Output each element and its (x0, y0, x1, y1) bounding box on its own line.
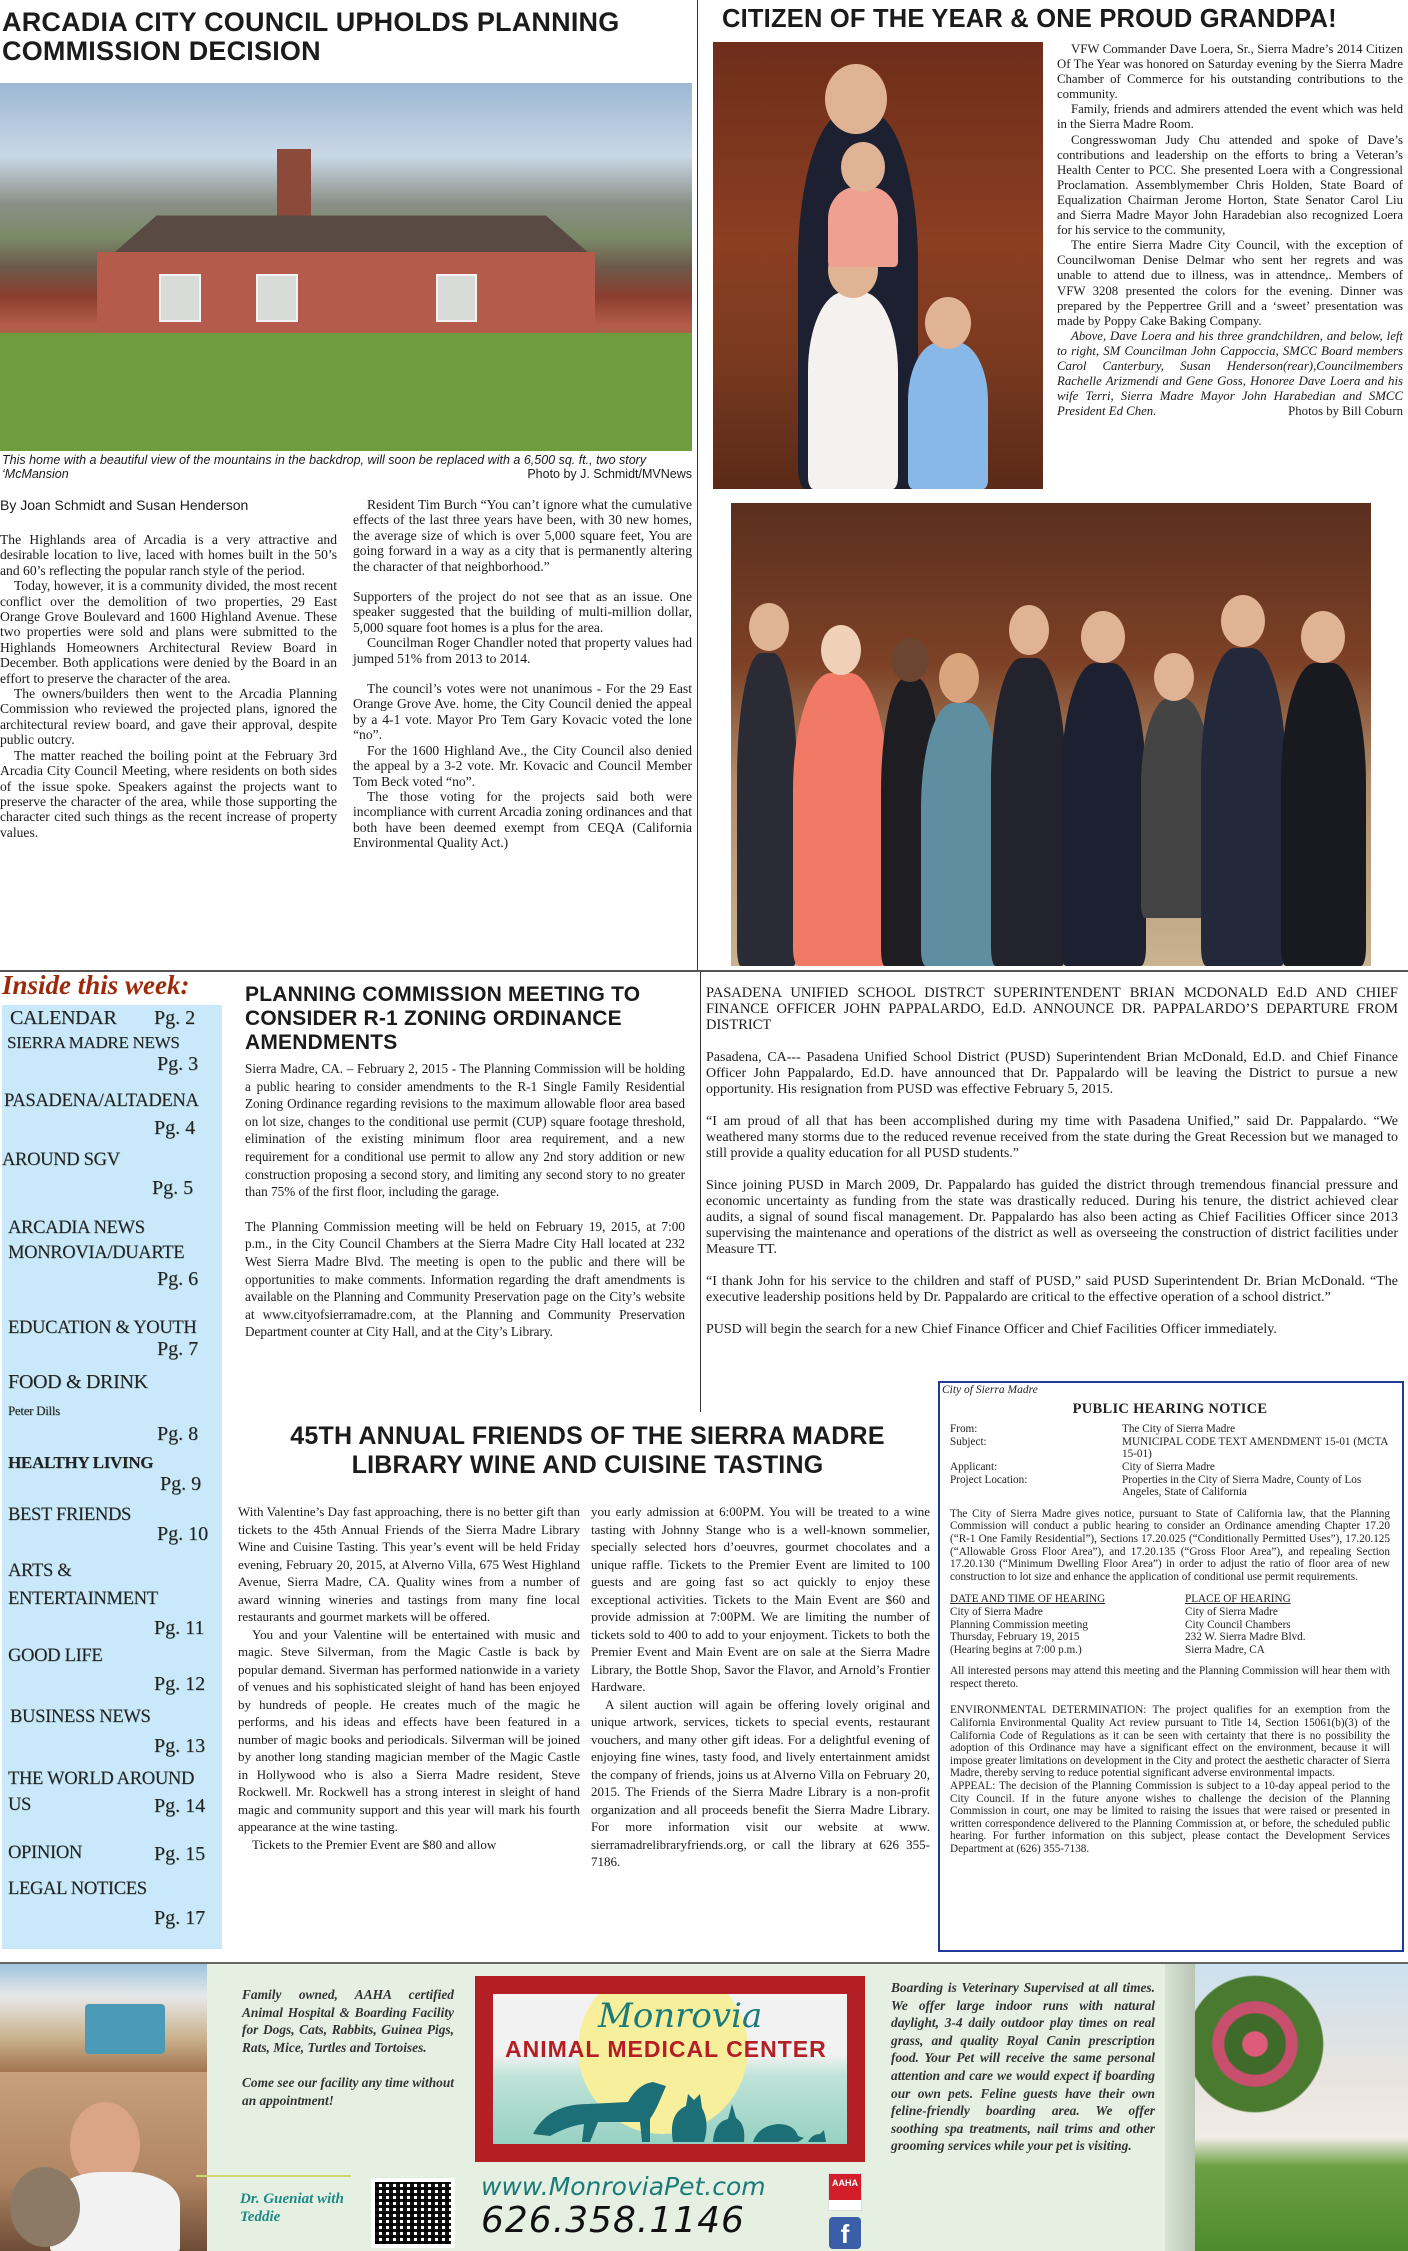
qr-code-icon[interactable] (371, 2178, 455, 2248)
inside-toc-box: CALENDAR Pg. 2 SIERRA MADRE NEWS Pg. 3 PASADENA/ALTADENA Pg. 4 AROUND SGV Pg. 5 ARCADIA NEWS MONROVIA/DUARTE Pg. 6 EDUCATION & YOUTH Pg. 7 FOOD & DRINK Peter Dills Pg. 8 HEALTHY LIVING Pg. 9 BEST FRIENDS Pg. 10 ARTS & ENTERTAINMENT Pg. 11 GOOD LIFE Pg. 12 BUSINESS NEWS Pg. 13 THE WORLD AROUND US Pg. 14 OPINION Pg. 15 LEGAL NOTICES Pg. 17 (2, 1005, 222, 1949)
column-divider (697, 0, 698, 970)
clinic-building-photo (0, 1964, 207, 2072)
person-head (1221, 595, 1265, 647)
notice-hearing-details (950, 1593, 1390, 1656)
aaha-badge-icon: AAHA (829, 2174, 861, 2210)
baby-figure (828, 187, 898, 267)
ad-logo (475, 1976, 865, 2162)
pets-silhouette-icon (528, 2064, 828, 2144)
flowering-tree (1195, 1964, 1345, 2164)
group-photo (731, 503, 1371, 966)
ad-right-text: Boarding is Veterinary Supervised at all times. We offer large indoor runs with natural daylight, 3-4 daily outdoor play times on real grass, and quality Royal Canin prescription food. Your Pet will receive the same personal attention and care we would expect if boarding our own pets. Feline guests have their own feline-friendly boarding area. We offer soothing spa treatments, nail trims and other grooming services while your pet is visiting. (891, 1980, 1155, 2154)
house-window (159, 274, 201, 322)
library-column-1: With Valentine’s Day fast approaching, there is no better gift than tickets to the 45th Annual Friends of the Sierra Madre Library Wine and Cuisine Tasting. This year’s event will be held Friday evening, February 20, 2015, at Alverno Villa, 675 West Highland Avenue, Sierra Madre, CA. Quality wines from a number of award winning wineries and tastings from many fine local restaurants and gourmet markets will be offered. You and your Valentine will be entertained with music and magic. Steve Silverman, from the Magic Castle is back by popular demand. Siverman has performed nationwide in a variety of venues and his sophisticated sleight of hand has been enjoyed by hundreds of people. He creates much of the magic he performs, and his ideas and effects have been featured in a number of magic books and periodicals. Silverman will be joined by another long standing magician member of the Magic Castle in Hollywood who is also a Sierra Madre resident, Steve Rockwell. Mr. Rockwell has a strong interest in sleight of hand magic and community support and this year will mark his fourth appearance at the wine tasting. Tickets to the Premier Event are $80 and allow (238, 1504, 580, 1852)
house-window (256, 274, 298, 322)
facebook-icon[interactable]: f (829, 2217, 861, 2249)
girl-head (925, 297, 971, 349)
column-divider (700, 972, 701, 1412)
person-head (891, 638, 929, 682)
logo-name: ANIMAL MEDICAL CENTER (505, 2036, 827, 2062)
ad-divider-line (196, 2175, 351, 2177)
public-hearing-notice (938, 1381, 1404, 1952)
citizen-headline: CITIZEN OF THE YEAR & ONE PROUD GRANDPA! (722, 5, 1337, 33)
person-figure (1201, 648, 1286, 966)
person-figure (1281, 663, 1366, 966)
person-figure (737, 653, 797, 966)
person-figure (793, 673, 888, 966)
notice-field: Project Location: Properties in the City of Sierra Madre, County of Los Angeles, State of California (950, 1473, 1362, 1499)
person-head (821, 625, 861, 675)
person-head (939, 653, 979, 703)
house-photo (0, 83, 692, 451)
pusd-article: Pasadena, CA--- Pasadena Unified School District (PUSD) Superintendent Brian McDonald, Ed.D. and Chief Finance Officer John Pappalardo, Ed.D. have announced that Dr. Pappalardo will be leaving the District to pursue a new opportunity. His resignation from PUSD was effective February 5, 2015. “I am proud of all that has been accomplished during my time with Pasadena Unified,” said Dr. Pappalardo. “We weathered many storms due to the reduced revenue received from the state during the Great Recession but we managed to still provide a quality education for all PUSD students.” Since joining PUSD in March 2009, Dr. Pappalardo has guided the district through tremendous financial pressure and economic uncertainty as funding from the state was drastically reduced. During his tenure, the district achieved clear audits, a signal of sound fiscal management. Dr. Pappalardo has also been acting as Chief Facilities Officer since 2013 supervising the maintenance and operations of the district as well as overseeing the construction of district facilities under Measure TT. “I thank John for his service to the children and staff of PUSD,” said PUSD Superintendent Dr. Brian McDonald. “The executive leadership positions held by Dr. Pappalardo are critical to the effective operation of a school district.” PUSD will begin the search for a new Chief Finance Officer and Chief Facilities Officer immediately. (706, 1050, 1398, 1337)
logo-script: Monrovia (598, 1996, 763, 2036)
baby-head (841, 142, 885, 192)
citizen-photo-credit: Photos by Bill Coburn (1288, 404, 1403, 419)
arcadia-headline: ARCADIA CITY COUNCIL UPHOLDS PLANNING COMMISSION DECISION (2, 7, 620, 67)
notice-environmental: ENVIRONMENTAL DETERMINATION: The project qualifies for an exemption from the California Environmental Quality Act review pursuant to Title 14, Section 15061(b)(3) of the California Code of Regulations as it can be seen with certainty that there is no possibility the adoption of this Ordinance may have a significant effect on the environment, because it will impose greater limitations on development in the City and protect the aesthetic character of Sierra Madre, thereby serving to reduce potential significant adverse environmental impacts. (950, 1704, 1390, 1780)
pusd-headline: PASADENA UNIFIED SCHOOL DISTRCT SUPERINTENDENT BRIAN MCDONALD Ed.D AND CHIEF FINANCE OFFICER JOHN PAPPALARDO, Ed.D. ANNOUNCE DR. PAPPALARDO’S DEPARTURE FROM DISTRICT (706, 985, 1398, 1033)
notice-field: Applicant: City of Sierra Madre (950, 1460, 1215, 1473)
notice-city-tag: City of Sierra Madre (942, 1384, 1038, 1396)
lawn (0, 333, 692, 451)
person-head (1301, 611, 1345, 663)
monrovia-animal-ad[interactable] (0, 1962, 1408, 2251)
grandpa-photo (713, 42, 1043, 489)
notice-date-block: DATE AND TIME OF HEARING City of Sierra Madre Planning Commission meeting Thursday, February 19, 2015 (Hearing begins at 7:00 p.m.) (950, 1593, 1106, 1656)
planning-article: Sierra Madre, CA. – February 2, 2015 - The Planning Commission will be holding a public hearing to consider amendments to the R-1 Single Family Residential Zoning Ordinance regarding revisions to the maximum allowable floor area based on lot size, changes to the conditional use permit (CUP) square footage threshold, elimination of the existing minimum floor area requirement, and a new requirement for a conditional use permit to allow any 2nd story addition or new construction proposing a second story, and limiting any second story to no greater than 75% of the first floor, including the garage. The Planning Commission meeting will be held on February 19, 2015, at 7:00 p.m., in the City Council Chambers at the Sierra Madre City Hall located at 232 West Sierra Madre Blvd. The meeting is open to the public and there will be opportunities to make comments. Information regarding the draft amendments is available on the Planning and Community Preservation page on the City’s website at www.cityofsierramadre.com, at the Planning and Community Preservation Department counter at City Hall, and at the City’s Library. (245, 1061, 685, 1340)
house-photo-caption: This home with a beautiful view of the mountains in the backdrop, will soon be replaced with a 6,500 sq. ft., two story ‘McMansion (2, 453, 647, 481)
arcadia-column-1: The Highlands area of Arcadia is a very attractive and desirable location to live, laced with homes built in the 50’s and 60’s reflecting the popular ranch style of the period. Today, however, it is a community divided, the most recent conflict over the demolition of two properties, 29 East Orange Grove Boulevard and 1600 Highland Avenue. These two properties were sold and plans were submitted to the Highlands Homeowners Architectural Review Board in December. Both applications were denied by the Board in an effort to preserve the character of the area. The owners/builders then went to the Arcadia Planning Commission who reviewed the projected plans, ignored the architectural review board, and gave their approval, despite public outcry. The matter reached the boiling point at the February 3rd Arcadia City Council Meeting, where residents on both sides of the issue spoke. Speakers against the projects want to preserve the character of the area, while those supporting the character cited such things as the recent increase of property values. (0, 532, 337, 840)
doctor-photo (0, 2072, 207, 2251)
garden-photo (1195, 1964, 1408, 2251)
house-roof (83, 215, 609, 252)
arcadia-byline: By Joan Schmidt and Susan Henderson (0, 497, 249, 513)
notice-title: PUBLIC HEARING NOTICE (1072, 1400, 1268, 1417)
cat-teddie (10, 2167, 80, 2247)
clinic-sign (85, 2004, 165, 2054)
doctor-caption: Dr. Gueniat with Teddie (240, 2191, 344, 2225)
planning-headline: PLANNING COMMISSION MEETING TO CONSIDER R-1 ZONING ORDINANCE AMENDMENTS (245, 983, 641, 1054)
person-head (1154, 653, 1194, 701)
notice-attend: All interested persons may attend this meeting and the Planning Commission will hear them with respect thereto. (950, 1665, 1390, 1690)
notice-place-block: PLACE OF HEARING City of Sierra Madre City Council Chambers 232 W. Sierra Madre Blvd. Sierra Madre, CA (1185, 1593, 1306, 1656)
person-head (1081, 611, 1125, 663)
person-figure (921, 703, 1001, 966)
house-photo-credit: Photo by J. Schmidt/MVNews (527, 467, 692, 481)
logo-scene (493, 1994, 847, 2144)
person-figure (991, 658, 1066, 966)
inside-title: Inside this week: (2, 970, 190, 1000)
section-divider (0, 970, 1408, 972)
ad-panel-shadow (1165, 1964, 1195, 2251)
library-headline: 45TH ANNUAL FRIENDS OF THE SIERRA MADRE LIBRARY WINE AND CUISINE TASTING (290, 1422, 885, 1479)
ad-url-link[interactable]: www.MonroviaPet.com (481, 2172, 766, 2201)
citizen-article: VFW Commander Dave Loera, Sr., Sierra Madre’s 2014 Citizen Of The Year was honored on Saturday evening by the Sierra Madre Chamber of Commerce for his outstanding contributions to the community. Family, friends and admirers attended the event which was held in the Sierra Madre Room. Congresswoman Judy Chu attended and spoke of Dave’s contributions and leadership on the efforts to bring a Veteran’s Health Center to PCC. She presented Loera with a Congressional Proclamation. Assemblymember Chris Holden, State Board of Equalization Chairman Jerome Horton, State Senator Carol Liu and Sierra Madre Mayor John Haradebian also recognized Loera for his service to the community, The entire Sierra Madre City Council, with the exception of Councilwoman Denise Delmar who sent her regrets and was unable to attend due to illness, was in attendnce,. Members of VFW 3208 presented the colors for the evening. Dinner was prepared by the Peppertree Grill and a ‘sweet’ presentation was made by Poppy Cake Baking Company. Above, Dave Loera and his three grandchildren, and below, left to right, SM Councilman John Cappoccia, SMCC Board members Carol Canterbury, Susan Henderson(rear),Councilmembers Rachelle Arizmendi and Gene Goss, Honoree Dave Loera and his wife Terri, Sierra Madre Mayor John Harabedian and SMCC President Ed Chen. Photos by Bill Coburn (1057, 42, 1403, 419)
library-column-2: you early admission at 6:00PM. You will be treated to a wine tasting with Johnny Stange who is a well-known sommelier, specially selected hors d’oeuvres, gourmet chocolates and a unique raffle. Tickets to the Premier Event are limited to 100 guests and are going fast so act quickly to enjoy these exceptional activities. Tickets to the Main Event are $60 and provide admission at 7:00PM. We are limiting the number of tickets sold to 400 to add to your enjoyment. Tickets to both the Premier Event and Main Event are on sale at the Sierra Madre Library, the Bottle Shop, Savor the Flavor, and Arnold’s Frontier Hardware. A silent auction will again be offering lovely original and unique artwork, services, tickets to special events, restaurant vouchers, and many other gift ideas. For a delightful evening of enjoying fine wines, tasty food, and lively entertainment amidst the company of friends, joins us at Alverno Villa on February 20, 2015. The Friends of the Sierra Madre Library is a non-profit organization and all proceeds benefit the Sierra Madre Library. For more information visit our website at www. sierramadrelibraryfriends.org, or call the library at 626 355-7186. (591, 1504, 930, 1869)
person-head (749, 603, 789, 651)
citizen-photo-caption: Above, Dave Loera and his three grandchildren, and below, left to right, SM Councilman John Cappoccia, SMCC Board members Carol Canterbury, Susan Henderson(rear),Councilmembers Rachelle Arizmendi and Gene Goss, Honoree Dave Loera and his wife Terri, Sierra Madre Mayor John Harabedian and SMCC President Ed Chen. (1057, 328, 1403, 419)
person-figure (1061, 663, 1146, 966)
ad-phone-number[interactable]: 626.358.1146 (481, 2200, 745, 2241)
girl-figure (908, 342, 988, 489)
notice-appeal: APPEAL: The decision of the Planning Commission is subject to a 10-day appeal period to the City Council. If in the future anyone wishes to challenge the decision of the Planning Commission in court, one may be limited to raising the issues that were raised or presented in written correspondence delivered to the Planning Commission at, or before, the scheduled public hearing. For further information on this subject, please contact the Development Services Department at (626) 355-7138. (950, 1780, 1390, 1855)
notice-intro: The City of Sierra Madre gives notice, pursuant to State of California law, that the Planning Commission will conduct a public hearing to consider an Ordinance amending Chapter 17.20 (“R-1 One Family Residential”), Sections 17.20.025 (“Conditionally Permitted Uses”), 17.20.125 (“Allowable Gross Floor Area”), and 17.20.135 (“Gross Floor Area”), and repealing Section 17.20.130 (“Minimum Dwelling Floor Area”) in order to adjust the ratio of floor area of new construction to lot size and enhance the application of conditional use permit requirements. (950, 1507, 1390, 1583)
ad-left-text: Family owned, AAHA certified Animal Hospital & Boarding Facility for Dogs, Cats, Rabbits, Guinea Pigs, Rats, Mice, Turtles and Tortoises. Come see our facility any time without an appointment! (242, 1987, 455, 2108)
child-figure (808, 292, 898, 489)
house-window (436, 274, 478, 322)
grandpa-head (825, 64, 887, 134)
arcadia-column-2: Resident Tim Burch “You can’t ignore what the cumulative effects of the last three years have been, with 30 new homes, the average size of which is over 5,000 square feet, You are going forward in a way as a city that is permanently altering the character of that neighborhood.” Supporters of the project do not see that as an issue. One speaker suggested that the building of multi-million dollar, 5,000 square foot homes is a plus for the area. Councilman Roger Chandler noted that property values had jumped 51% from 2013 to 2014. The council’s votes were not unanimous - For the 29 East Orange Grove Ave. home, the City Council denied the appeal by a 4-1 vote. Mayor Pro Tem Gary Kovacic voted the lone “no”. For the 1600 Highland Ave., the City Council also denied the appeal by a 3-2 vote. Mr. Kovacic and Council Member Tom Beck voted “no”. The those voting for the projects said both were incompliance with current Arcadia zoning ordinances and that both have been deemed exempt from CEQA (California Environmental Quality Act.) (353, 497, 692, 851)
notice-field: Subject: MUNICIPAL CODE TEXT AMENDMENT 15-01 (MCTA 15-01) (950, 1435, 1388, 1461)
notice-field: From: The City of Sierra Madre (950, 1423, 1236, 1436)
person-head (1009, 605, 1049, 655)
